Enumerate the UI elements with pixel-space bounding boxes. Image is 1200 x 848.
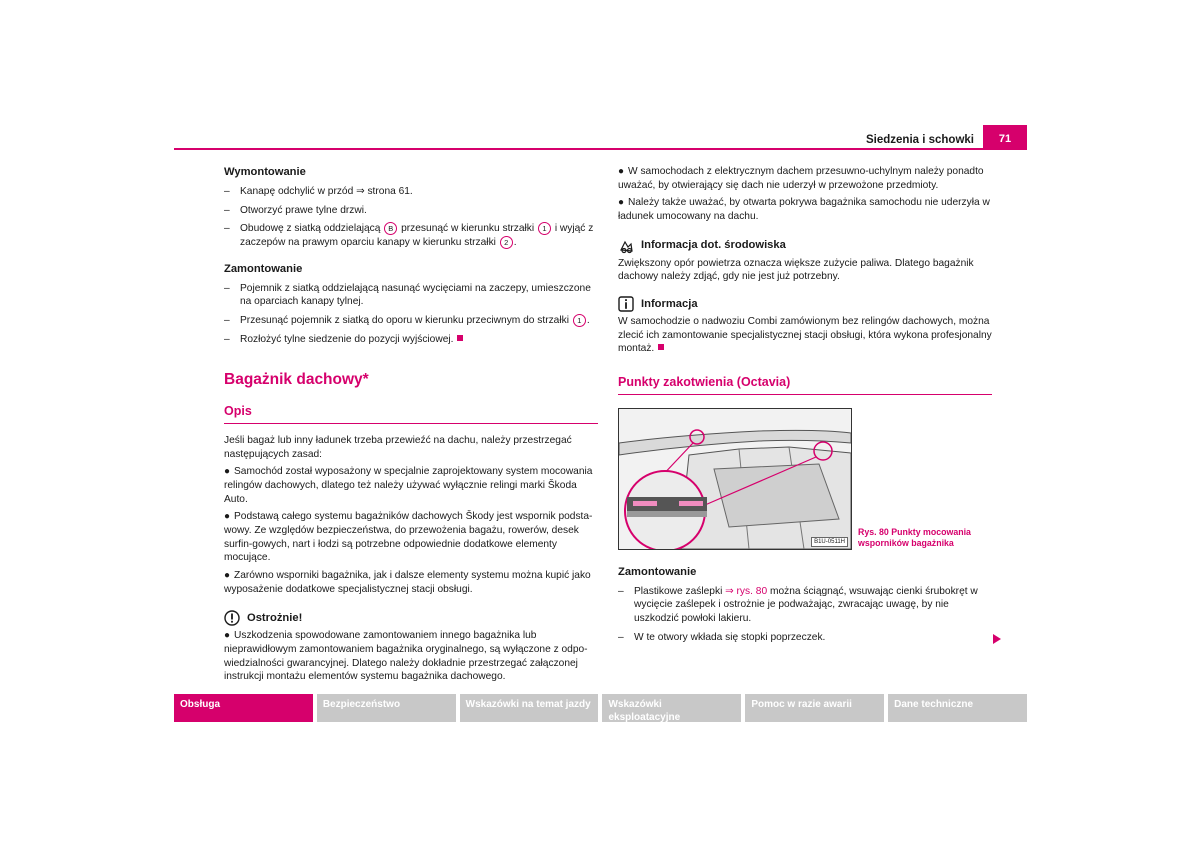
figure-caption: [858, 527, 971, 550]
step-text: .: [586, 315, 590, 327]
footer-tab-obsluga[interactable]: Obsługa: [174, 694, 313, 722]
opis-intro: Jeśli bagaż lub inny ładunek trzeba przewieźć na dachu, należy przestrzegać następujących zasad:: [224, 434, 572, 460]
footer-tab-bezpieczenstwo[interactable]: Bezpieczeństwo: [317, 694, 456, 722]
step-text: można ściągnąć, wsuwając cienki śrubokręt w wycięcie zaślepek i ostrożnie je podważając, zwracając uwagę, by nie uszkodzić powłoki lakieru.: [634, 585, 978, 625]
bullet-item: [618, 196, 992, 223]
step-item: [224, 185, 598, 199]
caution-header: [224, 610, 598, 626]
right-zamontowanie-steps: [618, 585, 992, 645]
bullet-text: Podstawą całego systemu bagażników dachowych Škody jest wspornik podsta-wowy. Ze względów bezpieczeństwa, do przewożenia bagażu, rowerów, desek surfin-gowych, nart i łodzi są potrzebne odpowiednie dodatkowe elementy mocujące.: [224, 511, 593, 564]
footer-tab-wskazowki-eksploatacyjne[interactable]: Wskazówki eksploatacyjne: [602, 694, 741, 722]
step-text: Rozłożyć tylne siedzenie do pozycji wyjściowej.: [240, 333, 454, 345]
environment-text: Zwiększony opór powietrza oznacza większe zużycie paliwa. Dlatego bagażnik dachowy należy zdjąć, gdy nie jest już potrzebny.: [618, 257, 974, 283]
top-bullets: [618, 165, 992, 224]
running-header-title: Siedzenia i schowki: [865, 134, 974, 146]
step-text: Plastikowe zaślepki: [634, 585, 726, 597]
info-text-body: W samochodzie o nadwoziu Combi zamówionym bez relingów dachowych, można zlecić ich zamontowanie specjalistycznej stacji obsługi, która wykona profesjonalny montaż.: [618, 316, 992, 355]
wymontowanie-steps: [224, 185, 598, 250]
bullet-item: [224, 569, 598, 596]
bullet-text: Należy także uważać, by otwarta pokrywa bagażnika samochodu nie uderzyła w ładunek umocowany na dachu.: [618, 197, 990, 223]
callout-marker: 1: [538, 222, 551, 235]
step-text: W te otwory wkłada się stopki poprzeczek.: [634, 631, 826, 643]
bullet-icon: ●: [224, 511, 231, 523]
zamontowanie-heading: Zamontowanie: [224, 262, 303, 275]
section-title: Bagażnik dachowy*: [224, 371, 369, 389]
step-text: Otworzyć prawe tylne drzwi.: [240, 204, 367, 216]
opis-heading: Opis: [224, 403, 598, 424]
callout-marker: 2: [500, 236, 513, 249]
bullet-item: [224, 510, 598, 565]
info-text: [618, 315, 992, 356]
bullet-text: Samochód został wyposażony w specjalnie zaprojektowany system mocowania relingów dachowych, dlatego też należy używać wyłącznie relingi marki Škoda Auto.: [224, 466, 593, 505]
step-text: Pojemnik z siatką oddzielającą nasunąć wycięciami na zaczepy, umieszczone na oparciach kanapy tylnej.: [240, 282, 591, 308]
footer-tab-dane-techniczne[interactable]: Dane techniczne: [888, 694, 1027, 722]
end-mark-icon: [658, 344, 664, 350]
footer-tab-pomoc[interactable]: Pomoc w razie awarii: [745, 694, 884, 722]
callout-marker: 1: [573, 314, 586, 327]
car-roof-drawing: [619, 409, 851, 549]
bullet-icon: ●: [618, 197, 625, 209]
environment-header: [618, 238, 992, 254]
caution-text-body: Uszkodzenia spowodowane zamontowaniem innego bagażnika lub nieprawidłowym zamontowaniem bagażnika oryginalnego, są wyłączone z odpo-wiedzialności gwarancyjnej. Dlatego należy dokładnie przestrzegać załączonej instrukcji montażu elementów systemu bagażnika dachowego.: [224, 630, 588, 683]
bullet-icon: ●: [224, 630, 231, 642]
bullet-text: W samochodach z elektrycznym dachem przesuwno-uchylnym należy ponadto uważać, by otwierający się dach nie uderzył w przewożone przedmioty.: [618, 166, 984, 191]
step-item: [224, 204, 598, 218]
opis-bullets: [224, 465, 598, 596]
step-item: [224, 333, 598, 347]
caution-icon: [224, 610, 240, 626]
info-header: [618, 296, 992, 312]
callout-marker: B: [384, 222, 397, 235]
anchor-points-heading: Punkty zakotwienia (Octavia): [618, 374, 992, 395]
step-item: [618, 631, 992, 645]
environment-icon: [618, 238, 634, 254]
bullet-text: Zarówno wsporniki bagażnika, jak i dalsze elementy systemu można kupić jako wyposażenie dodatkowe specjalistycznej stacji obsługi.: [224, 569, 591, 595]
caution-heading: Ostrożnie!: [247, 611, 303, 624]
header-rule: [174, 148, 1027, 150]
step-text: Kanapę odchylić w przód ⇒ strona 61.: [240, 186, 413, 197]
footer-nav: [174, 694, 1027, 722]
step-text: przesunąć w kierunku strzałki: [398, 223, 537, 235]
step-text: Obudowę z siatką oddzielającą: [240, 223, 384, 235]
right-column: [618, 165, 992, 649]
bullet-item: [618, 165, 992, 192]
continue-arrow-icon: [993, 634, 1001, 644]
environment-heading: Informacja dot. środowiska: [641, 239, 786, 252]
bullet-item: [224, 465, 598, 506]
info-heading: Informacja: [641, 297, 698, 310]
footer-tab-wskazowki-jazdy[interactable]: Wskazówki na temat jazdy: [460, 694, 599, 722]
right-zamontowanie-heading: Zamontowanie: [618, 565, 697, 578]
zamontowanie-steps: [224, 282, 598, 347]
figure-code: B1U-0511H: [811, 537, 848, 547]
step-item: [224, 314, 598, 328]
bullet-icon: ●: [224, 569, 231, 581]
bullet-icon: ●: [618, 166, 625, 177]
page-number: 71: [983, 125, 1027, 150]
bullet-icon: ●: [224, 466, 231, 478]
figure-caption-line2: wsporników bagażnika: [858, 538, 954, 549]
figure-block: [618, 408, 992, 550]
end-mark-icon: [457, 335, 463, 341]
wymontowanie-heading: Wymontowanie: [224, 166, 306, 178]
left-column: [224, 165, 598, 688]
figure-caption-line1: Rys. 80 Punkty mocowania: [858, 526, 971, 537]
step-text: i wyjąć z zaczepów na prawym oparciu kanapy w kierunku strzałki: [240, 223, 594, 249]
step-item: [224, 222, 598, 249]
caution-text: [224, 629, 598, 684]
step-text: .: [513, 237, 517, 249]
figure-reference-link[interactable]: ⇒ rys. 80: [725, 585, 768, 597]
info-icon: [618, 296, 634, 312]
step-item: [224, 282, 598, 309]
roof-anchor-illustration: [618, 408, 852, 550]
step-item: [618, 585, 992, 626]
step-text: Przesunąć pojemnik z siatką do oporu w kierunku przeciwnym do strzałki: [240, 315, 572, 327]
